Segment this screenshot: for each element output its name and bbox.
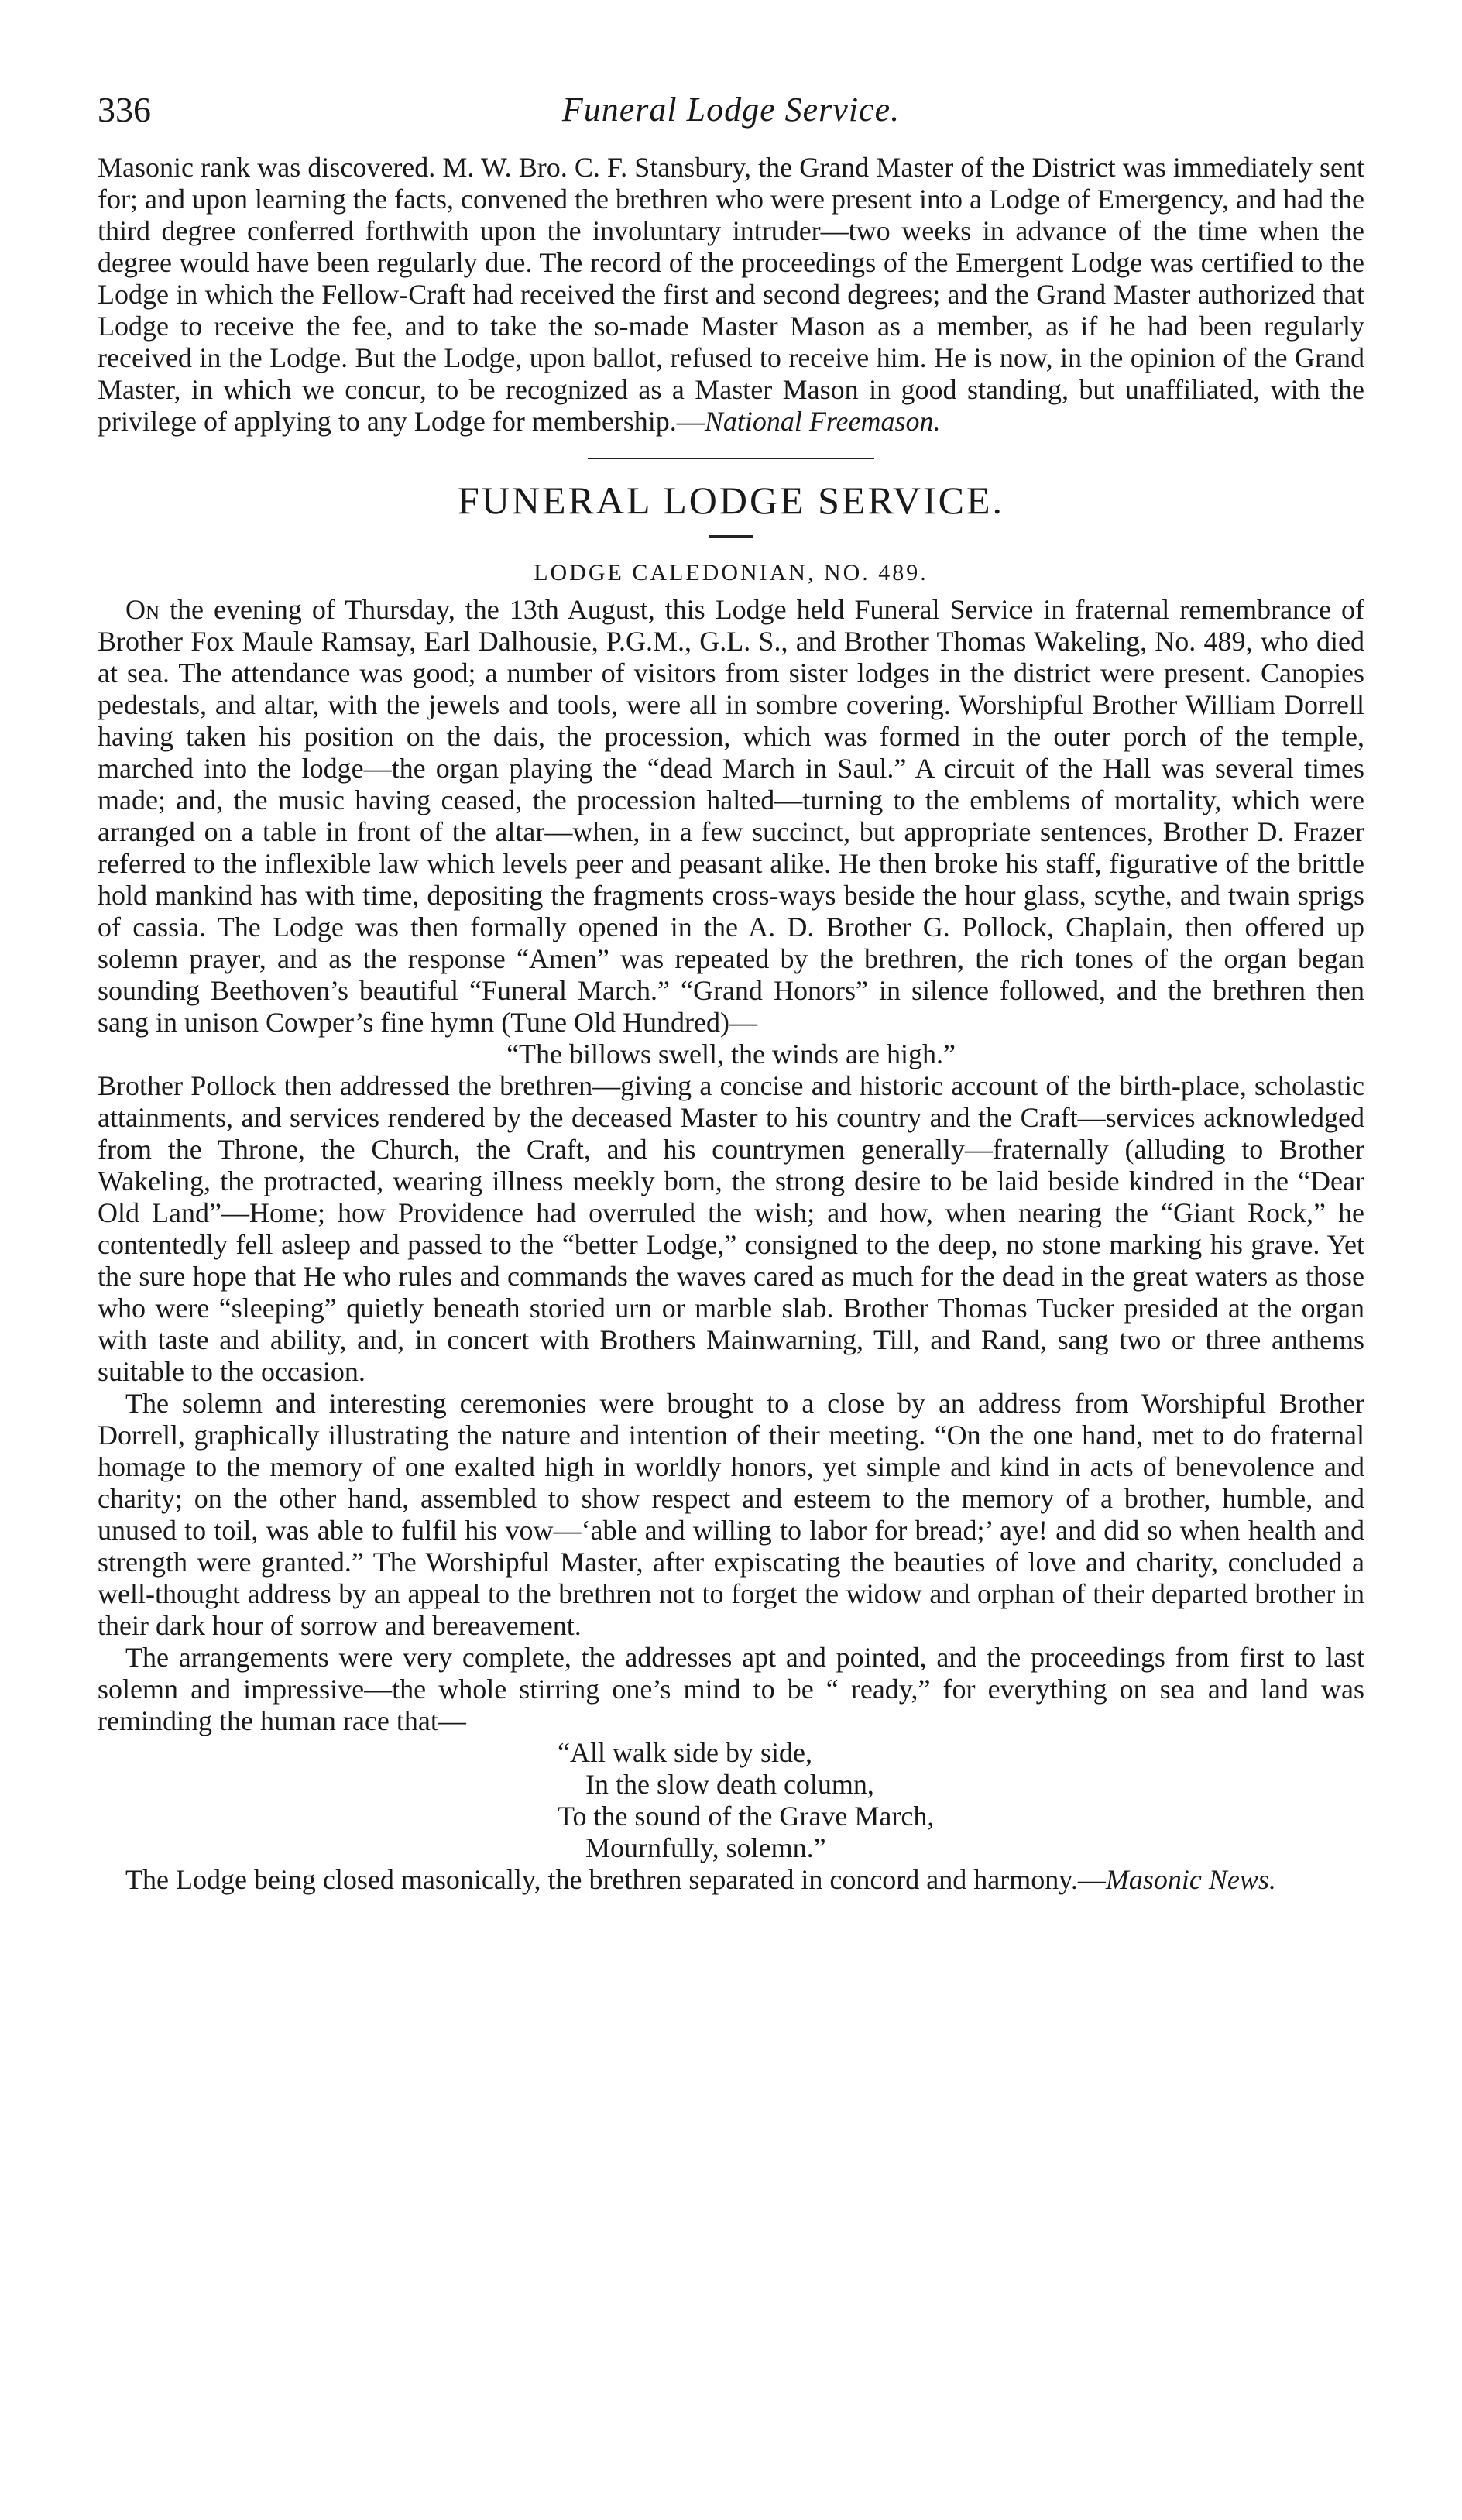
paragraph-5 [98,1864,1364,1896]
paragraph-5-source: Masonic News. [1105,1864,1276,1895]
poem [558,1737,1364,1864]
poem-line: Mournfully, solemn.” [585,1832,826,1863]
section-divider [588,458,874,459]
poem-line: To the sound of the Grave March, [558,1801,935,1832]
paragraph-5-text: The Lodge being closed masonically, the brethren separated in concord and harmony.— [125,1864,1106,1895]
paragraph-3: The solemn and interesting ceremonies were brought to a close by an address from Worshipful Brother Dorrell, graphically illustrating the nature and intention of their meeting. “On the one hand, met to do fraternal homage to the memory of one exalted high in worldly honors, yet simple and kind in acts of benevolence and charity; on the other hand, assembled to show respect and esteem to the memory of a brother, humble, and unused to toil, was able to fulfil his vow—‘able and willing to labor for bread;’ aye! and did so when health and strength were granted.” The Worshipful Master, after expiscating the beauties of love and charity, concluded a well-thought address by an appeal to the brethren not to forget the widow and orphan of their departed brother in their dark hour of sorrow and bereavement. [98,1388,1364,1641]
running-head [98,87,1364,141]
page-number: 336 [98,90,151,129]
poem-line: In the slow death column, [585,1769,874,1800]
paragraph-1-text: the evening of Thursday, the 13th August, this Lodge held Funeral Service in fraternal remembrance of Brother Fox Maule Ramsay, Earl Dalhousie, P.G.M., G.L. S., and Brother Thomas Wakeling, No. 489, who died at sea. The attendance was good; a number of visitors from sister lodges in the district were present. Canopies pedestals, and altar, with the jewels and tools, were all in sombre covering. Worshipful Brother William Dorrell having taken his position on the dais, the procession, which was formed in the outer porch of the temple, marched into the lodge—the organ playing the “dead March in Saul.” A circuit of the Hall was several times made; and, the music having ceased, the procession halted—turning to the emblems of mortality, which were arranged on a table in front of the altar—when, in a few succinct, but appropriate sentences, Brother D. Frazer referred to the inflexible law which levels peer and peasant alike. He then broke his staff, figurative of the brittle hold mankind has with time, depositing the fragments cross-ways beside the hour glass, scythe, and twain sprigs of cassia. The Lodge was then formally opened in the A. D. Brother G. Pollock, Chaplain, then offered up solemn prayer, and as the response “Amen” was repeated by the brethren, the rich tones of the organ began sounding Beethoven’s beautiful “Funeral March.” “Grand Honors” in silence followed, and the brethren then sang in unison Cowper’s fine hymn (Tune Old Hundred)— [98,594,1365,1038]
poem-line: “All walk side by side, [558,1737,812,1768]
intro-text: Masonic rank was discovered. M. W. Bro. C. F. Stansbury, the Grand Master of the District was immediately sent for; and upon learning the facts, convened the brethren who were present into a Lodge of Emergency, and had the third degree conferred forthwith upon the involuntary intruder—two weeks in advance of the time when the degree would have been regularly due. The record of the proceedings of the Emergent Lodge was certified to the Lodge in which the Fellow-Craft had received the first and second degrees; and the Grand Master authorized that Lodge to receive the fee, and to take the so-made Master Mason as a member, as if he had been regularly received in the Lodge. But the Lodge, upon ballot, refused to receive him. He is now, in the opinion of the Grand Master, in which we concur, to be recognized as a Master Mason in good standing, but unaffiliated, with the privilege of applying to any Lodge for membership.— [98,152,1364,437]
drop-word: On [125,594,160,625]
intro-source: National Freemason. [704,406,941,437]
page-content [98,152,1364,1896]
paragraph-2: Brother Pollock then addressed the brethren—giving a concise and historic account of the birth-place, scholastic attainments, and services rendered by the deceased Master to his country and the Craft—services acknowledged from the Throne, the Church, the Craft, and his countrymen generally—fraternally (alluding to Brother Wakeling, the protracted, wearing illness meekly born, the strong desire to be laid beside kindred in the “Dear Old Land”—Home; how Providence had overruled the wish; and how, when nearing the “Giant Rock,” he contentedly fell asleep and passed to the “better Lodge,” consigned to the deep, no stone marking his grave. Yet the sure hope that He who rules and commands the waves cared as much for the dead in the great waters as those who were “sleeping” quietly beneath storied urn or marble slab. Brother Thomas Tucker presided at the organ with taste and ability, and, in concert with Brothers Mainwarning, Till, and Rand, sang two or three anthems suitable to the occasion. [98,1070,1364,1387]
article-title: FUNERAL LODGE SERVICE. [458,479,1004,522]
paragraph-1 [98,594,1364,1039]
title-rule [709,535,753,538]
hymn-line: “The billows swell, the winds are high.” [506,1039,956,1069]
running-title: Funeral Lodge Service. [561,91,901,129]
article-subtitle: LODGE CALEDONIAN, NO. 489. [534,560,928,585]
paragraph-4: The arrangements were very complete, the addresses apt and pointed, and the proceedings from first to last solemn and impressive—the whole stirring one’s mind to be “ ready,” for everything on sea and land was reminding the human race that— [98,1642,1364,1736]
intro-paragraph [98,152,1364,438]
